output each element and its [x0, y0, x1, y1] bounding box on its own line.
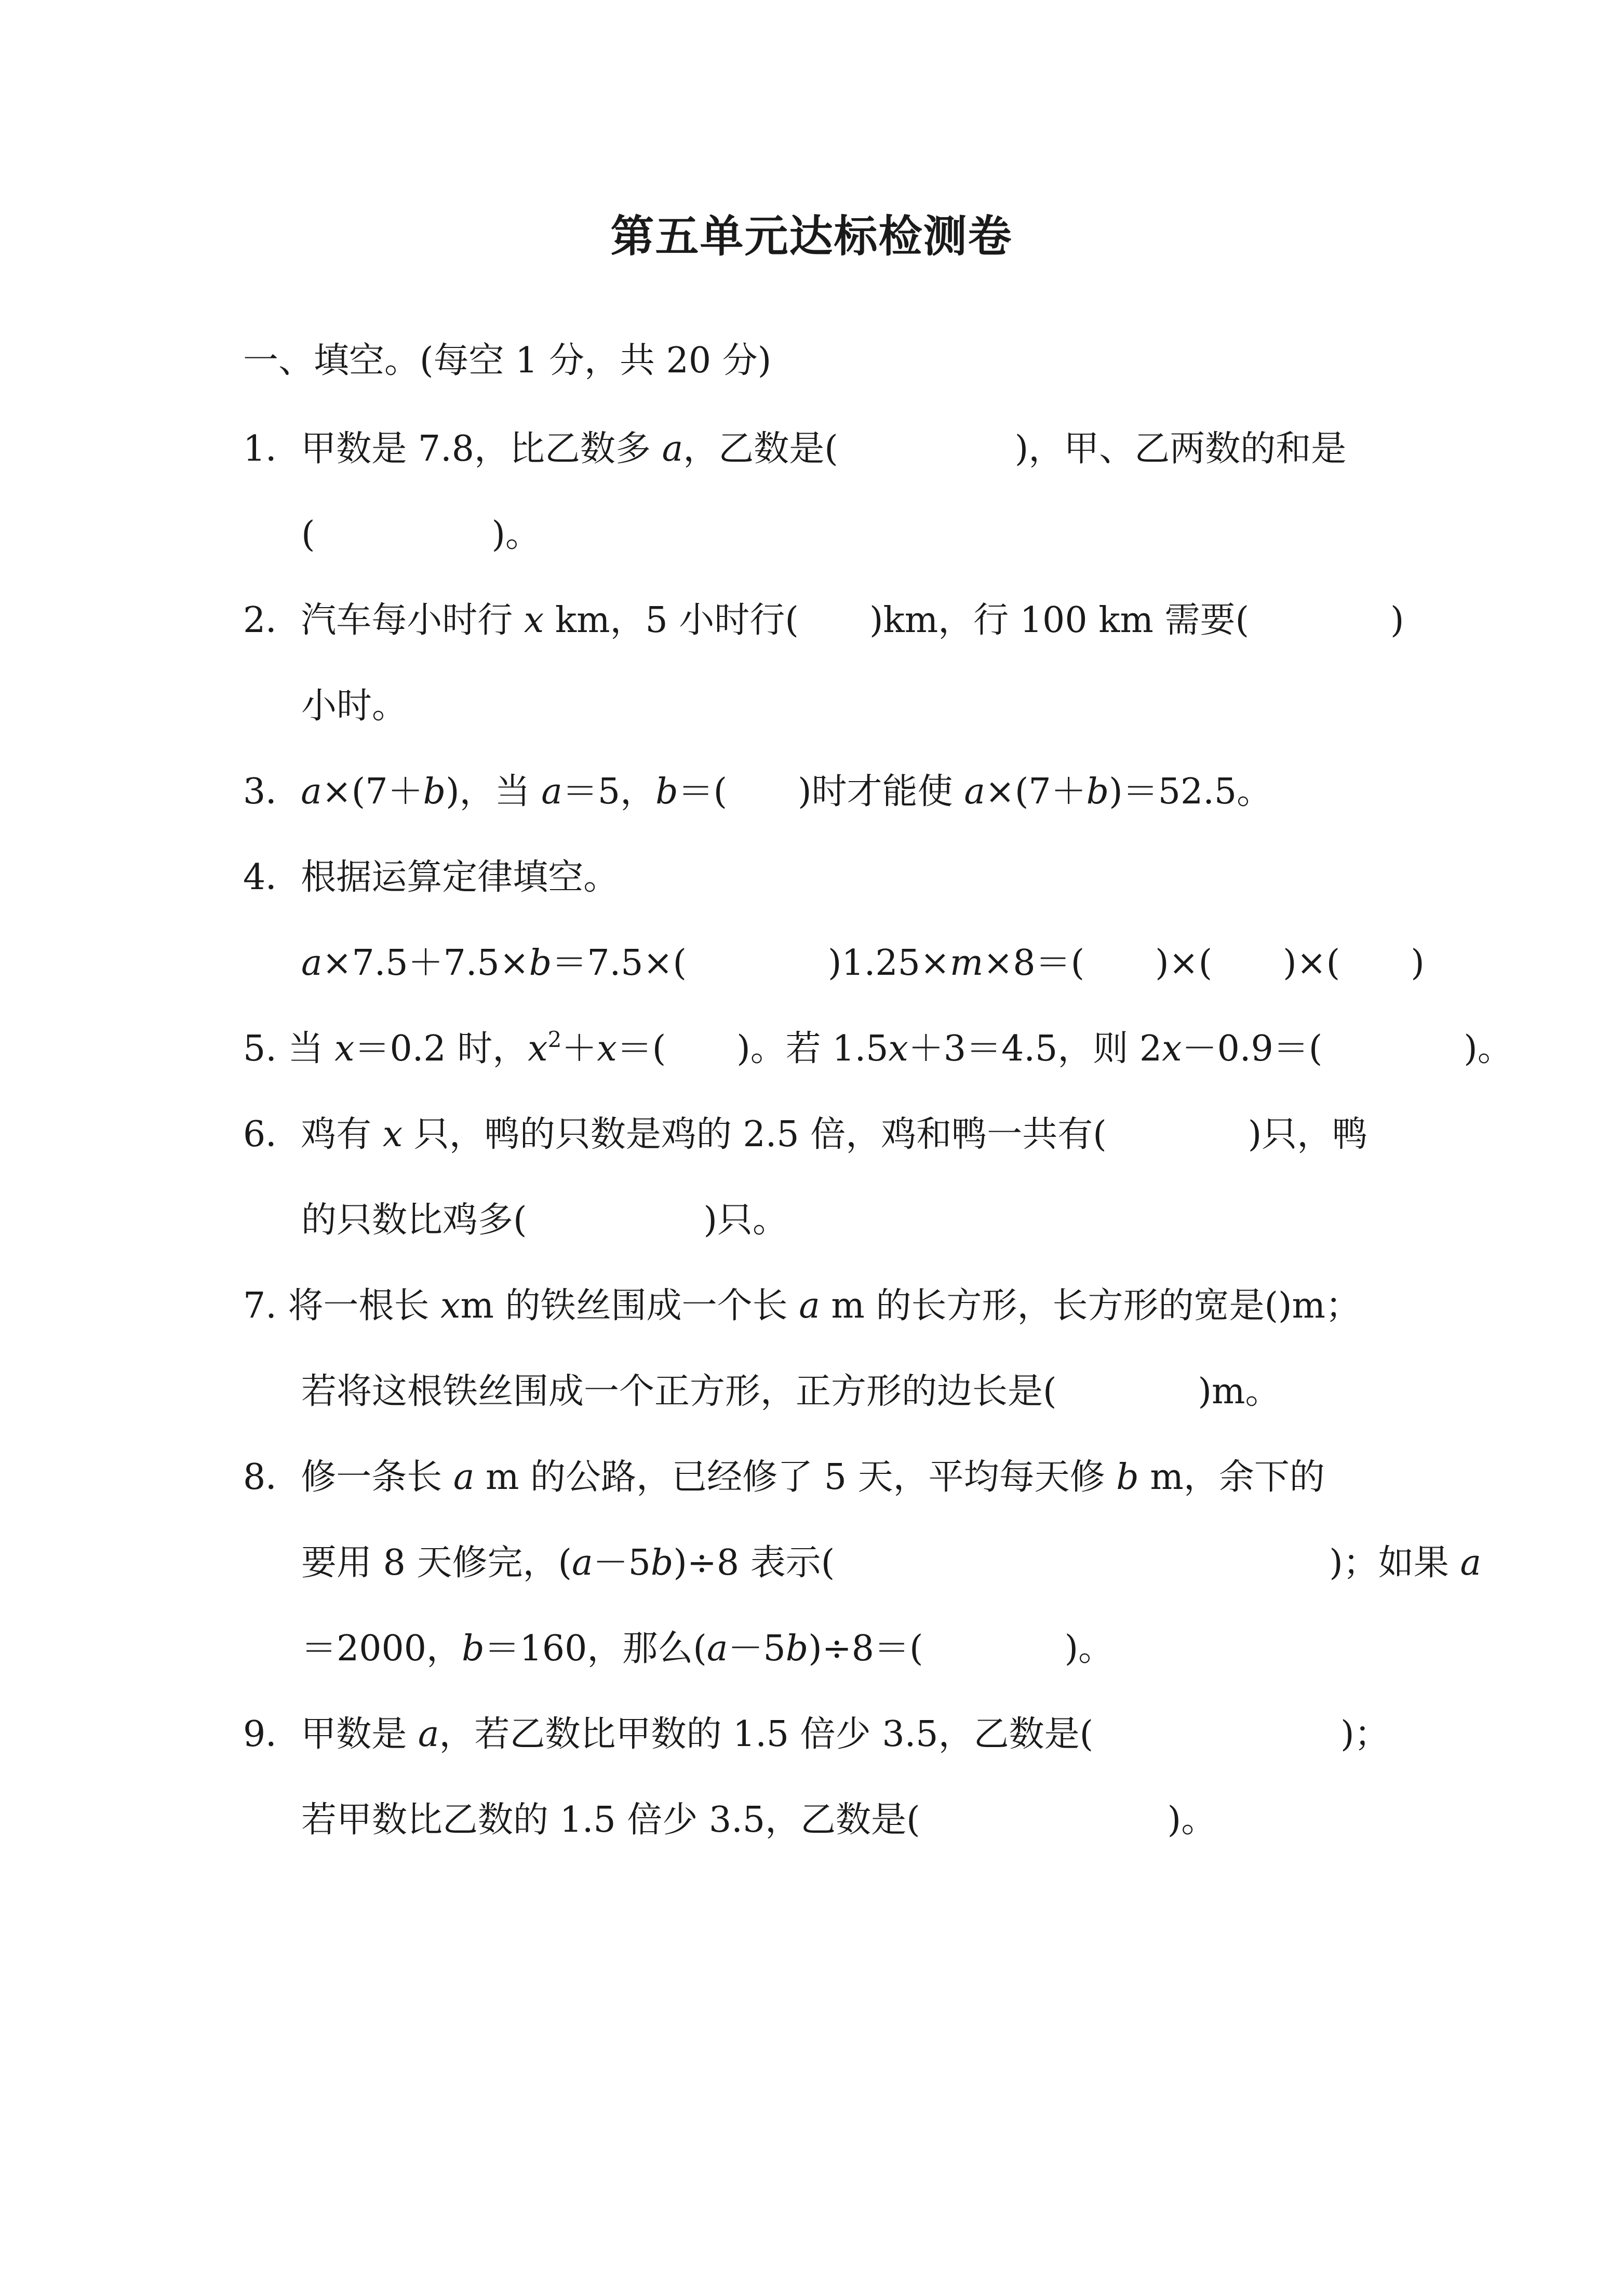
question-9-line-2: 若甲数比乙数的 1.5 倍少 3.5，乙数是( )。: [301, 1800, 1217, 1841]
section-header: 一、填空。(每空 1 分，共 20 分): [243, 340, 772, 381]
question-8-line-3: ＝2000，b＝160，那么(a－5b)÷8＝( )。: [301, 1628, 1114, 1669]
question-3: 3．a×(7＋b)，当 a＝5，b＝( )时才能使 a×(7＋b)＝52.5。: [243, 771, 1272, 812]
question-1-line-1: 1．甲数是 7.8，比乙数多 a，乙数是( )，甲、乙两数的和是: [243, 428, 1347, 469]
question-6-line-2: 的只数比鸡多( )只。: [301, 1200, 788, 1241]
page-title: 第五单元达标检测卷: [610, 211, 1013, 262]
question-8-line-2: 要用 8 天修完，(a－5b)÷8 表示( )；如果 a: [301, 1542, 1481, 1583]
question-4-line-2: a×7.5＋7.5×b＝7.5×( )1.25×m×8＝( )×( )×( ): [301, 943, 1425, 984]
question-1-line-2: ( )。: [301, 514, 541, 555]
question-6-line-1: 6．鸡有 x 只，鸭的只数是鸡的 2.5 倍，鸡和鸭一共有( )只，鸭: [243, 1114, 1368, 1155]
question-2-line-2: 小时。: [301, 686, 408, 727]
question-9-line-1: 9．甲数是 a，若乙数比甲数的 1.5 倍少 3.5，乙数是( )；: [243, 1714, 1390, 1755]
question-7-line-1: 7. 将一根长 xm 的铁丝围成一个长 a m 的长方形，长方形的宽是()m；: [243, 1285, 1361, 1326]
question-5: 5. 当 x＝0.2 时，$x^2+x=$( )。若 1.5x＋3＝4.5，则 2x－0.9＝( )。: [243, 1027, 1513, 1069]
question-4-line-1: 4．根据运算定律填空。: [243, 857, 619, 898]
question-2-line-1: 2．汽车每小时行 x km，5 小时行( )km，行 100 km 需要( ): [243, 600, 1404, 641]
question-7-line-2: 若将这根铁丝围成一个正方形，正方形的边长是( )m。: [301, 1371, 1281, 1412]
question-8-line-1: 8．修一条长 a m 的公路，已经修了 5 天，平均每天修 b m，余下的: [243, 1457, 1325, 1498]
